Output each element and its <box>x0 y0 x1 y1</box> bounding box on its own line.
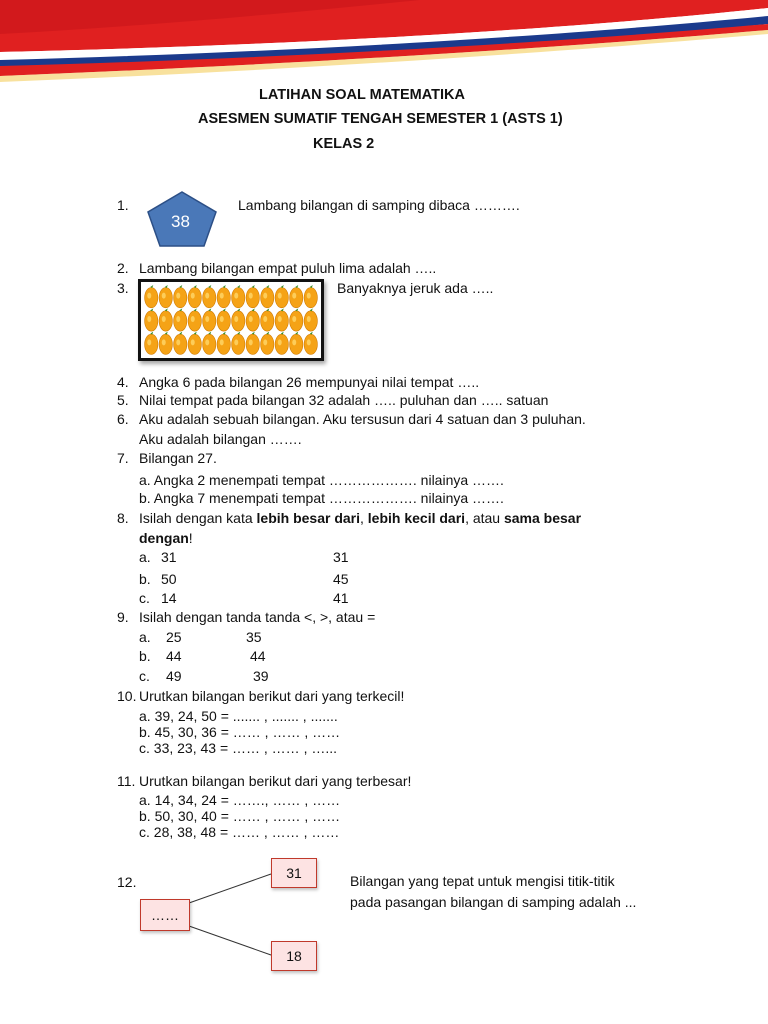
q12-blank-box: …… <box>140 899 190 931</box>
q8-sep-1: , <box>360 510 368 526</box>
q8-a-left: 31 <box>161 549 177 565</box>
q9-b-label: b. <box>139 648 151 664</box>
q4-text: Angka 6 pada bilangan 26 mempunyai nilai tempat ….. <box>139 374 480 390</box>
title-line-1: LATIHAN SOAL MATEMATIKA <box>259 87 465 103</box>
q7-text: Bilangan 27. <box>139 450 217 466</box>
q6-line-2: Aku adalah bilangan ……. <box>139 431 302 447</box>
orange-icon <box>261 308 274 331</box>
q10-c: c. 33, 23, 43 = …… , …… , …... <box>139 740 338 756</box>
orange-icon <box>290 285 303 308</box>
orange-icon <box>188 308 201 331</box>
orange-icon <box>203 308 216 331</box>
q5-number: 5. <box>117 392 129 408</box>
q9-a-right: 35 <box>246 629 262 645</box>
q1-number: 1. <box>117 197 129 213</box>
q9-c-right: 39 <box>253 668 269 684</box>
orange-icon <box>188 332 201 355</box>
orange-icon <box>174 285 187 308</box>
q11-b: b. 50, 30, 40 = …… , …… , …… <box>139 808 341 824</box>
orange-icon <box>159 285 172 308</box>
q8-b-label: b. <box>139 571 151 587</box>
orange-icon <box>232 285 245 308</box>
q9-a-label: a. <box>139 629 151 645</box>
q8-end: ! <box>188 530 193 546</box>
q1-text: Lambang bilangan di samping dibaca ………. <box>238 197 520 213</box>
orange-icon <box>246 308 259 331</box>
q9-c-left: 49 <box>166 668 182 684</box>
q8-text-line-2 <box>139 530 193 547</box>
title-line-2: ASESMEN SUMATIF TENGAH SEMESTER 1 (ASTS 1) <box>198 111 563 127</box>
q8-number: 8. <box>117 510 129 526</box>
orange-icon <box>246 285 259 308</box>
q7-b: b. Angka 7 menempati tempat ………………. nilainya ……. <box>139 490 504 506</box>
q12-number: 12. <box>117 874 137 890</box>
orange-icon <box>145 285 158 308</box>
q8-text <box>139 510 581 527</box>
q8-bold-2: lebih kecil dari <box>367 510 466 526</box>
title-line-3: KELAS 2 <box>313 136 375 152</box>
orange-icon <box>275 308 288 331</box>
orange-icon <box>217 308 230 331</box>
q8-sep-2: , atau <box>465 510 504 526</box>
q8-c-right: 41 <box>333 590 349 606</box>
q10-b: b. 45, 30, 36 = …… , …… , …… <box>139 724 341 740</box>
q2-number: 2. <box>117 260 129 276</box>
orange-icon <box>261 332 274 355</box>
q8-b-left: 50 <box>161 571 177 587</box>
q3-number: 3. <box>117 280 129 296</box>
q2-text: Lambang bilangan empat puluh lima adalah ….. <box>139 260 437 276</box>
q8-a-right: 31 <box>333 549 349 565</box>
q8-pre: Isilah dengan kata <box>139 510 257 526</box>
q6-number: 6. <box>117 411 129 427</box>
q12-line-1: Bilangan yang tepat untuk mengisi titik-titik <box>350 873 615 889</box>
orange-icon <box>304 308 317 331</box>
q6-line-1: Aku adalah sebuah bilangan. Aku tersusun dari 4 satuan dan 3 puluhan. <box>139 411 586 427</box>
orange-icon <box>304 285 317 308</box>
orange-icon <box>290 308 303 331</box>
orange-icon <box>203 285 216 308</box>
q9-number: 9. <box>117 609 129 625</box>
q8-bold-3: sama besar <box>503 510 582 526</box>
orange-icon <box>275 285 288 308</box>
orange-icon <box>174 308 187 331</box>
orange-icon <box>159 308 172 331</box>
q3-text: Banyaknya jeruk ada ….. <box>337 280 494 296</box>
q8-c-left: 14 <box>161 590 177 606</box>
orange-icon <box>203 332 216 355</box>
orange-icon <box>217 332 230 355</box>
q9-c-label: c. <box>139 668 150 684</box>
orange-icon <box>174 332 187 355</box>
q7-number: 7. <box>117 450 129 466</box>
orange-icon <box>290 332 303 355</box>
q11-a: a. 14, 34, 24 = ……., …… , …… <box>139 792 341 808</box>
q11-number: 11. <box>117 773 136 789</box>
q8-bold-1: lebih besar dari <box>256 510 361 526</box>
q7-a: a. Angka 2 menempati tempat ………………. nilainya ……. <box>139 472 504 488</box>
q9-b-left: 44 <box>166 648 182 664</box>
q10-text: Urutkan bilangan berikut dari yang terkecil! <box>139 688 405 704</box>
orange-icon <box>275 332 288 355</box>
q9-b-right: 44 <box>250 648 266 664</box>
q8-b-right: 45 <box>333 571 349 587</box>
q9-text: Isilah dengan tanda tanda <, >, atau = <box>139 609 376 625</box>
orange-icon <box>261 285 274 308</box>
q8-bold-4: dengan <box>139 530 189 546</box>
oranges-picture <box>138 279 324 361</box>
q9-a-left: 25 <box>166 629 182 645</box>
orange-icon <box>304 332 317 355</box>
orange-icon <box>145 332 158 355</box>
orange-icon <box>246 332 259 355</box>
q5-text: Nilai tempat pada bilangan 32 adalah ….. puluhan dan ….. satuan <box>139 392 549 408</box>
orange-icon <box>232 308 245 331</box>
q12-line-2: pada pasangan bilangan di samping adalah ... <box>350 894 637 910</box>
header-banner <box>0 0 768 90</box>
orange-icon <box>217 285 230 308</box>
q10-a: a. 39, 24, 50 = ....... , ....... , ....... <box>139 708 338 724</box>
pentagon-value: 38 <box>171 212 190 231</box>
q4-number: 4. <box>117 374 129 390</box>
q8-c-label: c. <box>139 590 150 606</box>
q12-bottom-box: 18 <box>271 941 317 971</box>
q10-number: 10. <box>117 688 137 704</box>
q11-text: Urutkan bilangan berikut dari yang terbesar! <box>139 773 412 789</box>
q11-c: c. 28, 38, 48 = …… , …… , …… <box>139 824 340 840</box>
orange-icon <box>159 332 172 355</box>
orange-icon <box>188 285 201 308</box>
orange-icon <box>232 332 245 355</box>
orange-icon <box>145 308 158 331</box>
q8-a-label: a. <box>139 549 151 565</box>
q12-top-box: 31 <box>271 858 317 888</box>
